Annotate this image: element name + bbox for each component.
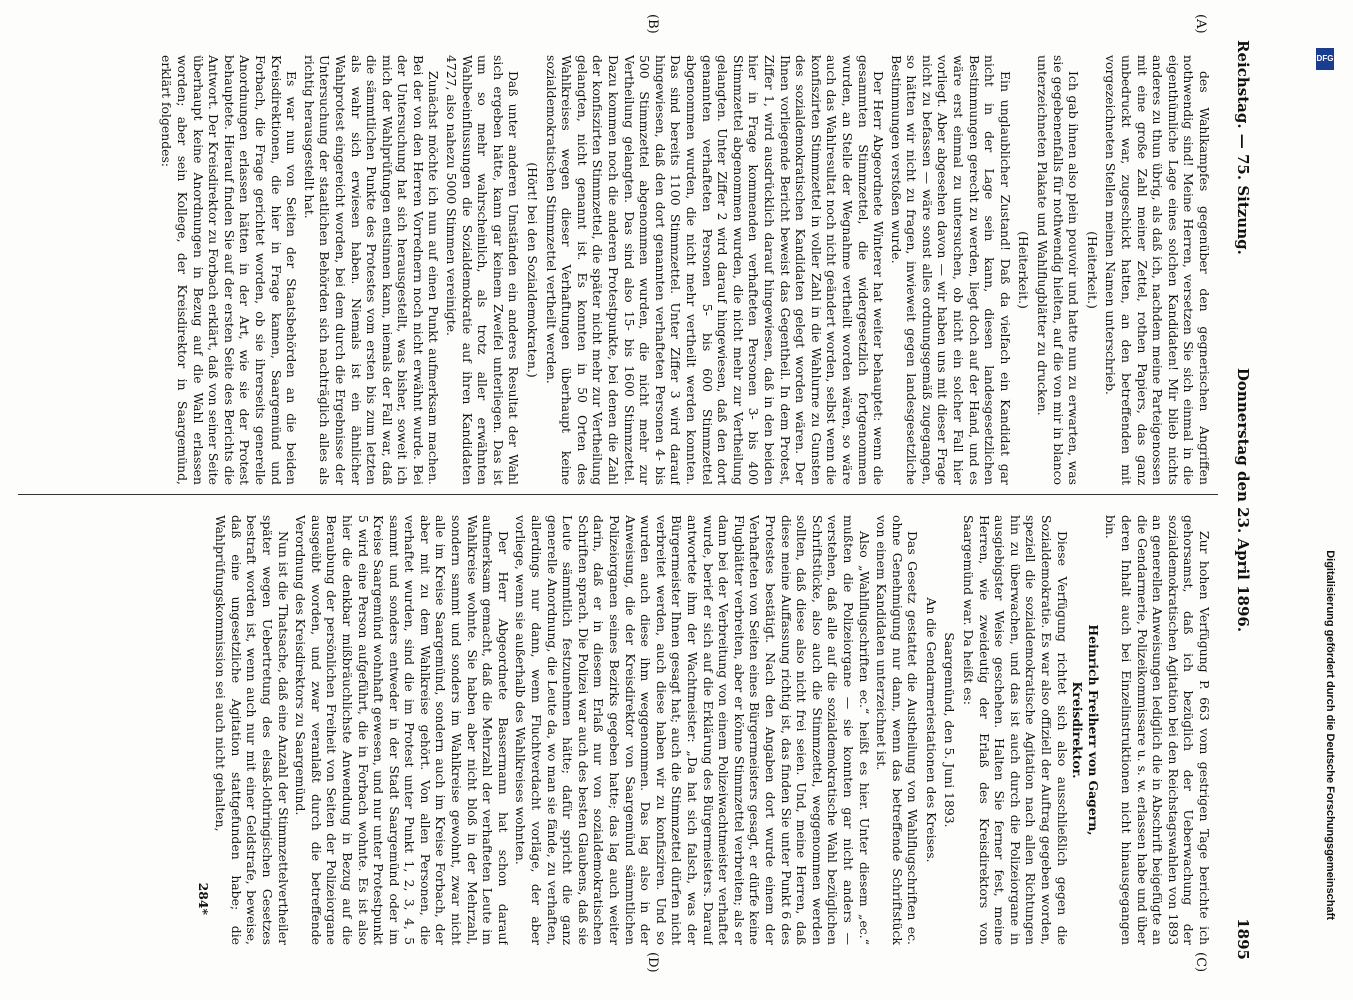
running-header bbox=[1226, 40, 1252, 960]
dateline: Saargemünd, den 5. Juni 1893. bbox=[942, 632, 958, 828]
paragraph: Es war nun von Seiten der Staatsbehörden an die beiden Kreisdirektionen, die hier in Frage kamen, Saargemünd und Forbach, die Frage gerichtet worden, ob sie ihrerseits generelle Anordnungen erlassen hätten in der Art, wie sie der Protest behauptete. Hierauf finden Sie auf der ersten Seite des Berichts die Antwort. Der Kreisdirektor zu Forbach erklärt, daß von seiner Seite überhaupt keine Anordnungen in Bezug auf die Wahl erlassen worden; aber sein Kollege, der Kreisdirektor in Saargemünd, erklärt folgendes: bbox=[159, 55, 300, 485]
paragraph: Daß unter anderen Umständen ein anderes Resultat der Wahl sich ergeben hätte, kann gar keinem Zweifel unterliegen. Das ist um so mehr wahrscheinlich, als trotz aller erwähnten Wahlbeeinflussungen die Sozialdemokratie auf ihren Kandidaten 4727, also nahezu 5000 Stimmen vereinigte. bbox=[444, 55, 522, 485]
column-divider bbox=[18, 494, 1218, 495]
paragraph: Also „Wahlflugschriften ec.“ heißt es hier. Unter diesem „ec.“ mußten die Polizeiorgane — sie konnten gar nicht anders — verstehen, daß alle auf die sozialdemokratische Wahl bezüglichen Schriftstücke, also auch die Stimmzettel, weggenommen werden sollten, daß diese also nicht frei seien. Und, meine Herren, daß diese meine Auffassung richtig ist, das finden Sie unter Punkt 6 des Protestes bestätigt. Nach den Angaben dort wurde einem der Verhafteten von Seiten eines Bürgermeisters gesagt, er dürfe keine Flugblätter verbreiten, aber er könne Stimmzettel verbreiten; als er dann bei der Verbreitung von einem Polizeiwachtmeister verhaftet wurde, berief er sich auf die Erklärung des Bürgermeisters. Darauf antwortete ihm der Wachtmeister: „Da hat sich falsch, was der Bürgermeister Ihnen gesagt hat; auch die Stimmzettel dürfen nicht verbreitet werden, auch diese haben wir zu konfisziren. Und so wurden auch diese ihm weggenommen. Das lag also in der Anweisung, die der Kreisdirektor von Saargemünd sämmtlichen Polizeiorganen seines Bezirks gegeben hatte; das lag auch weiter darin, daß er in diesem Erlaß nur von sozialdemokratischen Schriften sprach. Die Polizei war auch des besten Glaubens, daß sie Leute sämmtlich festzunehmen hätte; dafür spricht die ganz generelle Anordnung, die Leute da, wo man sie fände, zu verhaften, allerdings nur dann, wenn Fluchtverdacht vorläge, der aber vorliege, wenn sie außerhalb des Wahlkreises wohnten. bbox=[513, 515, 872, 945]
paragraph: des Wahlkampfes gegenüber den gegnerischen Angriffen nothwendig sind! Meine Herren, versetzen Sie sich einmal in die eigenthümliche Lage eines solchen Kandidaten! Mir blieb nichts anderes zu thun übrig, als daß ich, nachdem meine Parteigenossen mit eine große Zahl meiner Zettel, rothen Papiers, das ganz unbedruckt war, zugeschickt hatten, an den betreffenden mit vorgezeichneten Stellen meinen Namen unterschrieb. bbox=[1103, 55, 1212, 485]
interjection: (Heiterkeit.) bbox=[1084, 231, 1100, 309]
paragraph: Zunächst möchte ich nun auf einen Punkt aufmerksam machen. Bei der von den Herren Vorrednern noch nicht erwähnt wurde. Bei der Untersuchung hat sich herausgestellt, was bisher, soweit ich mich der Wahlprüfungen entsinnen kann, niemals der Fall war, daß die sämmtlichen Punkte des Protestes vom ersten bis zum letzten als wahr sich erwiesen haben. Niemals ist ein ähnlicher Wahlprotest eingereicht worden, bei dem durch die Ergebnisse der Untersuchung der staatlichen Behörden sich nachträglich alles als richtig herausgestellt hat. bbox=[301, 55, 442, 485]
addressee: An die Gendarmeriestationen des Kreises. bbox=[923, 597, 939, 863]
paragraph: Nun ist die Thatsache, daß eine Anzahl der Stimmzettelvertheiler später wegen Uebertretung des elsaß-lothringischen Gesetzes bestraft worden ist, wenn auch nur mit einer Geldstrafe, beweise, daß eine ungesetzliche Agitation stattgefunden habe; die Wahlprüfungskommission sei auch nicht gehalten, bbox=[213, 515, 291, 945]
margin-marker-b: (B) bbox=[645, 14, 660, 34]
paragraph: Diese Verfügung richtet sich also ausschließlich gegen die Sozialdemokratie. Es war also offiziell der Auftrag gegeben worden, speziell die sozialdemokratische Agitation nach allen Richtungen hin zu überwachen, und das ist auch durch die Polizeiorgane in ausgiebigster Weise geschehen. Halten Sie ferner fest, meine Herren, wie zweideutig der Erlaß des Kreisdirektors von Saargemünd war. Da heißt es: bbox=[961, 515, 1070, 945]
quoted-decree: Das Gesetz gestattet die Austheilung von Wahlflugschriften ec. ohne Genehmigung nur dann, wenn das betreffende Schriftstück von einem Kandidaten unterzeichnet ist. bbox=[874, 515, 921, 945]
dfg-logo: DFG bbox=[1316, 48, 1334, 70]
digitization-credit bbox=[1316, 40, 1336, 920]
signature-name: Heinrich Freiherr von Gagern, bbox=[1085, 624, 1101, 836]
paragraph: Ein unglaublicher Zustand! Daß da vielfach ein Kandidat gar nicht in der Lage sein kann, diesen landesgesetzlichen Bestimmungen gerecht zu werden, liegt doch auf der Hand, und es wäre erst einmal zu untersuchen, ob nicht ein solcher Fall hier vorliegt. Aber abgesehen davon — wir haben uns mit dieser Frage nicht zu befassen — wäre sonst alles ordnungsgemäß zugegangen, so hätten wir nicht zu fragen, inwieweit gegen landesgesetzliche Bestimmungen verstoßen wurde. bbox=[888, 55, 1013, 485]
paragraph: Der Herr Abgeordnete Winterer hat weiter behauptet: wenn die gesammten Stimmzettel, die widergesetzlich fortgenommen wurden, an Stelle der Wegnahme vertheilt worden wären, so wäre auch das Wahlresultat noch nicht geändert worden, selbst wenn die konfiszirten Stimmzettel in voller Zahl in die Wahlurne zu Gunsten des sozialdemokratischen Kandidaten gelegt worden wären. Der Ihnen vorliegende Bericht beweist das Gegentheil. In dem Protest, Ziffer 1, wird ausdrücklich darauf hingewiesen, daß in den beiden hier in Frage kommenden verhafteten Personen 3- bis 400 Stimmzettel abgenommen wurden, die nicht mehr zur Vertheilung gelangten. Unter Ziffer 2 wird darauf hingewiesen, daß den dort genannten verhafteten Personen 5- bis 600 Stimmzettel abgenommen wurden, die nicht mehr vertheilt werden konnten. Das sind bereits 1100 Stimmzettel. Unter Ziffer 3 wird darauf hingewiesen, daß den dort genannten verhafteten Personen 4- bis 500 Stimmzettel abgenommen wurden, die nicht mehr zur Vertheilung gelangten. Das sind also 15- bis 1600 Stimmzettel. Dazu kommen noch die anderen Protestpunkte, bei denen die Zahl der konfiszirten Stimmzettel, die später nicht mehr zur Vertheilung gelangten, nicht genannt ist. Es konnten in 50 Orten des Wahlkreises wegen dieser Verhaftungen überhaupt keine sozialdemokratischen Stimmzettel vertheilt werden. bbox=[543, 55, 887, 485]
margin-marker-a: (A) bbox=[1193, 14, 1208, 34]
header-left: Reichstag. — 75. Sitzung. bbox=[1234, 40, 1252, 255]
margin-marker-c: (C) bbox=[1193, 952, 1208, 973]
left-column bbox=[12, 55, 1212, 485]
header-page-number: 1895 bbox=[1234, 918, 1252, 960]
quoted-letter: Zur hohen Verfügung P. 663 vom gestrigen Tage berichte ich gehorsamst, daß ich bezüglich der Ueberwachung der sozialdemokratischen Agitation bei den Reichstagswahlen von 1893 an generellen Anweisungen lediglich die in Abschrift beigefügte an die Gendarmerie, Polizeikommissare u. s. w. erlassen habe und über deren Inhalt auch bei Einzelinstruktionen nicht hinausgegangen bin. bbox=[1103, 515, 1212, 945]
header-center: Donnerstag den 23. April 1896. bbox=[1234, 367, 1252, 633]
interjection: (Heiterkeit.) bbox=[1016, 231, 1032, 309]
interjection: (Hört! bei den Sozialdemokraten.) bbox=[525, 162, 541, 378]
right-column bbox=[12, 515, 1212, 945]
digitization-credit-text: Digitalisierung gefördert durch die Deutsche Forschungsgemeinschaft bbox=[1324, 550, 1336, 920]
paragraph: Ich gab ihnen also plein pouvoir und hatte nun zu erwarten, was sie gegebenenfalls für nothwendig hielten, auf die von mir in blanco unterzeichneten Plakate und Wahlflugblätter zu drucken. bbox=[1035, 55, 1082, 485]
signature-mark: 284* bbox=[195, 882, 211, 915]
signature-title: Kreisdirektor. bbox=[1070, 681, 1086, 779]
paragraph: Der Herr Abgeordnete Bassermann hat schon darauf aufmerksam gemacht, daß die Mehrzahl der verhafteten Leute im Wahlkreise wohnte. Sie haben aber nicht bloß in der Mehrzahl, sondern sammt und sonders im Wahlkreise gewohnt, zwar nicht alle im Kreise Saargemünd, sondern auch im Kreise Forbach, der aber mit zu dem Wahlkreise gehört. Von allen Personen, die verhaftet wurden, sind die im Protest unter Punkt 1, 2, 3, 4, 5 sammt und sonders entweder in der Stadt Saargemünd oder im Kreise Saargemünd wohnhaft gewesen, und nur unter Protestpunkt 5 wird eine Person aufgeführt, die in Forbach wohnte. Es ist also hier die denkbar mißbräuchlichste Anwendung in Bezug auf die Beraubung der persönlichen Freiheit von Seiten der Polizeiorgane ausgeübt worden, und zwar veranlaßt durch die betreffende Verordnung des Kreisdirektors zu Saargemünd. bbox=[293, 515, 511, 945]
margin-marker-d: (D) bbox=[645, 952, 660, 973]
